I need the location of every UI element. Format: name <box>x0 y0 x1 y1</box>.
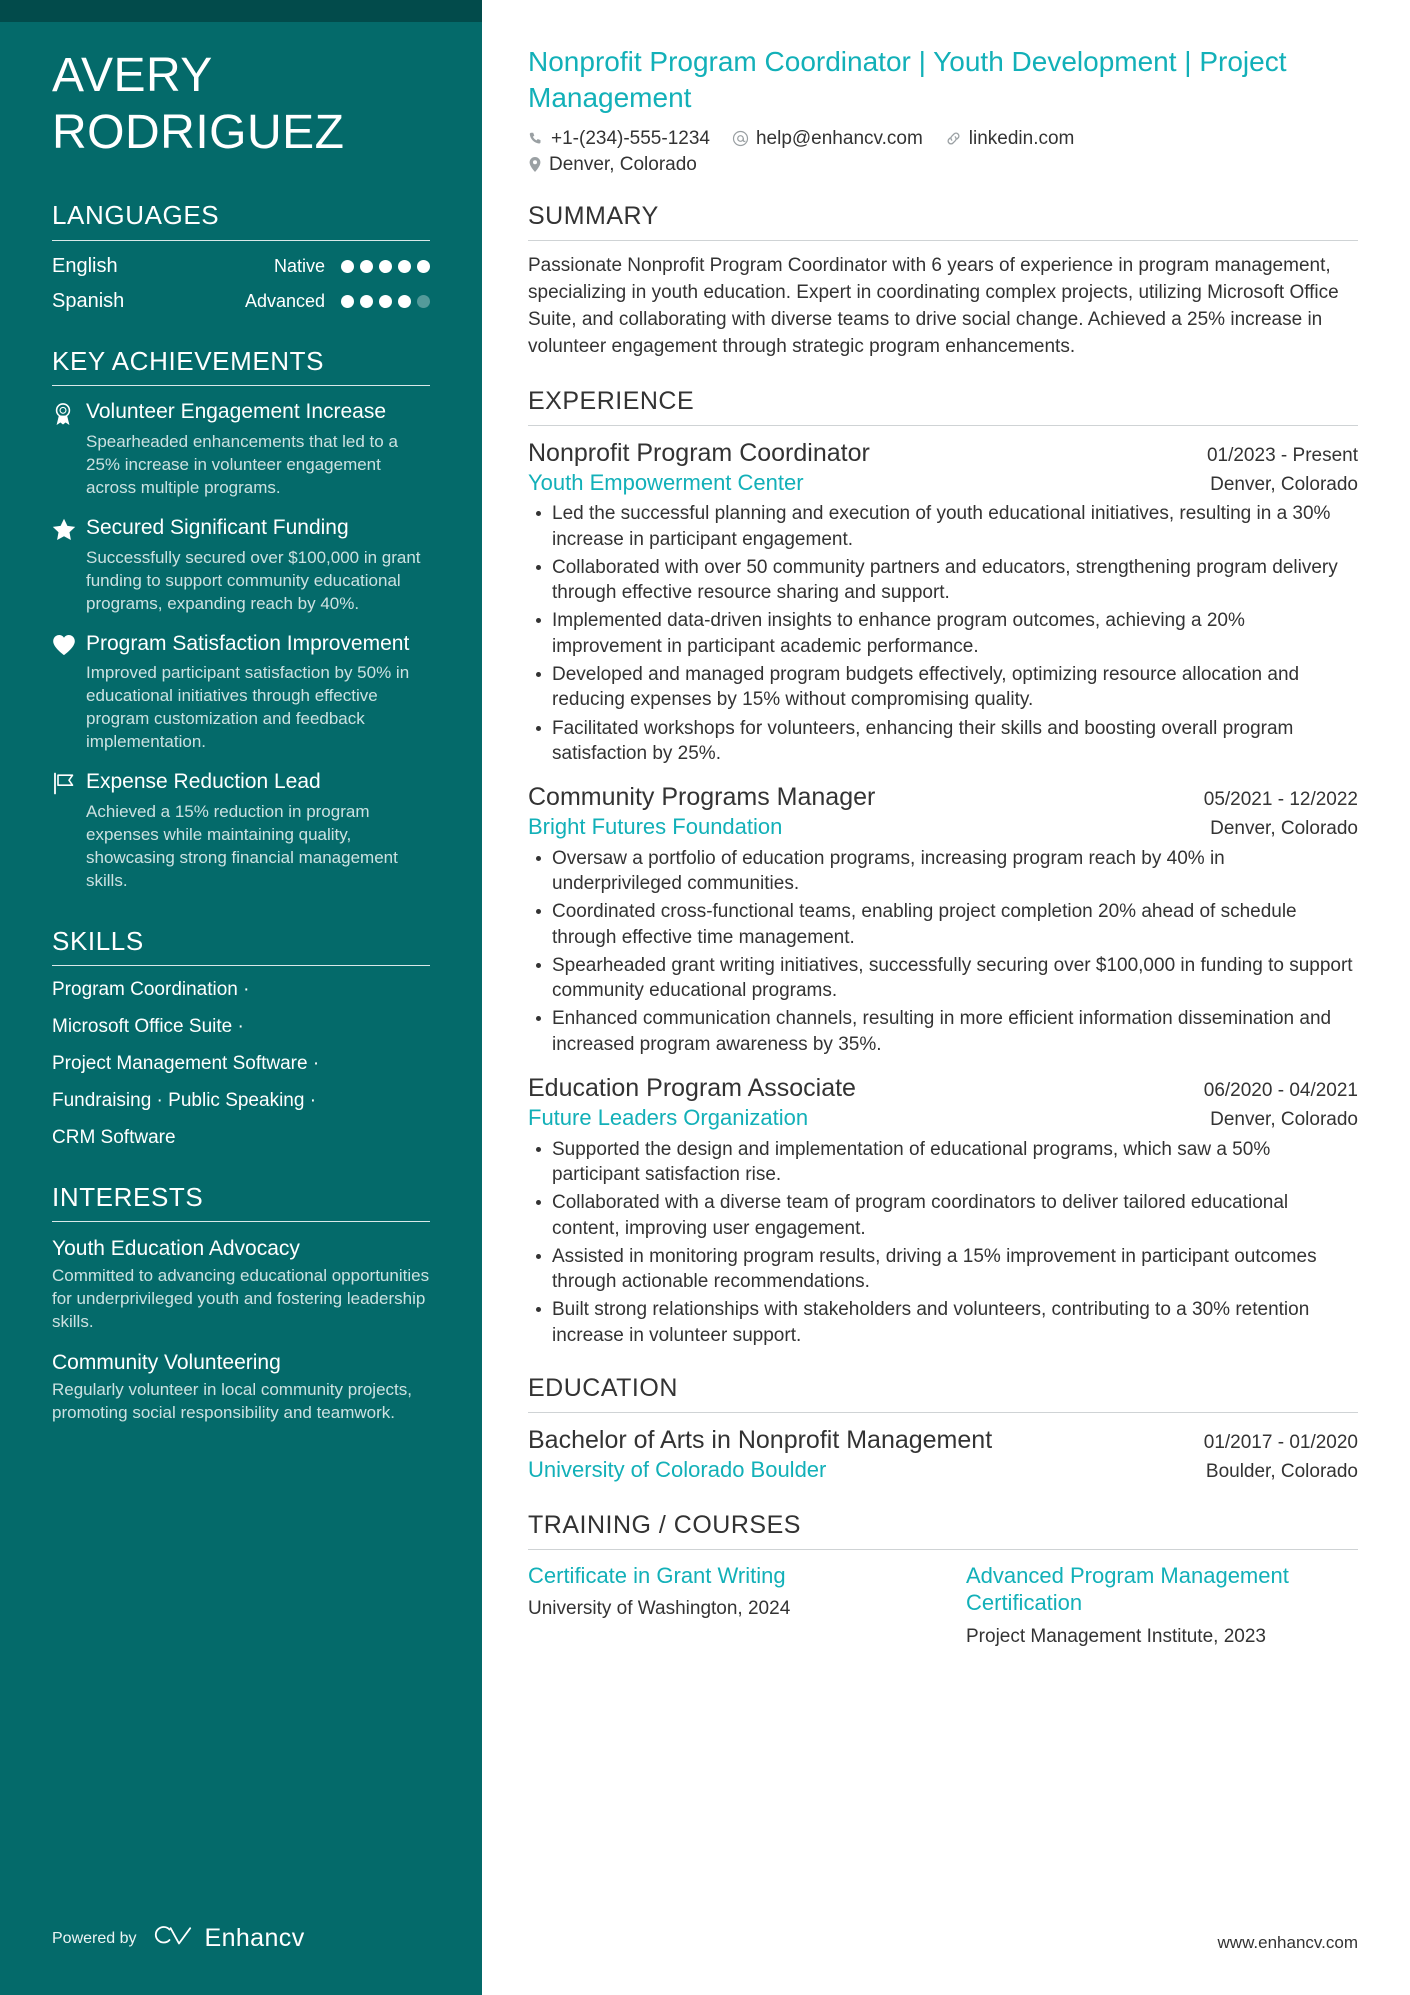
sidebar-top-accent-bar <box>0 0 482 22</box>
enhancv-wordmark: Enhancv <box>204 1924 305 1952</box>
skill-line: Fundraising · Public Speaking · <box>52 1089 317 1111</box>
key-achievements-divider <box>52 385 430 386</box>
course-subtitle: University of Washington, 2024 <box>528 1598 791 1620</box>
language-level: Advanced <box>244 290 325 311</box>
job-location: Denver, Colorado <box>1210 473 1358 495</box>
candidate-name <box>52 0 430 161</box>
job-bullet: Led the successful planning and execution of youth educational initiatives, resulting in a 30% increase in participant engagement. <box>552 501 1358 552</box>
training-divider <box>528 1549 1358 1550</box>
interests-heading: INTERESTS <box>52 1181 204 1212</box>
education-section <box>528 1374 1358 1485</box>
education-divider <box>528 1412 1358 1413</box>
skill-line: Program Coordination · <box>52 979 250 1001</box>
experience-divider <box>528 425 1358 426</box>
summary-section <box>528 202 1358 361</box>
interests-divider <box>52 1221 430 1222</box>
award-ribbon-icon <box>52 400 86 500</box>
job-bullet: Implemented data-driven insights to enhance program outcomes, achieving a 20% improvement in participant academic performance. <box>552 608 1358 659</box>
experience-entry <box>528 438 1358 767</box>
powered-by-label: Powered by <box>52 1929 137 1947</box>
interest-description: Regularly volunteer in local community projects, promoting social responsibility and teamwork. <box>52 1380 412 1423</box>
summary-divider <box>528 240 1358 241</box>
courses-list <box>528 1562 1358 1650</box>
experience-entry <box>528 782 1358 1057</box>
experience-heading: EXPERIENCE <box>528 386 695 415</box>
phone-icon <box>528 131 544 147</box>
enhancv-brand <box>153 1924 305 1953</box>
job-dates: 06/2020 - 04/2021 <box>1203 1080 1358 1101</box>
skill-line: Project Management Software · <box>52 1053 320 1074</box>
rating-dot <box>417 260 430 273</box>
job-bullet: Coordinated cross-functional teams, enabling project completion 20% ahead of schedule through effective time management. <box>552 899 1358 950</box>
languages-heading: LANGUAGES <box>52 200 220 231</box>
job-bullets <box>528 501 1358 766</box>
interest-description: Committed to advancing educational opportunities for underprivileged youth and fostering leadership skills. <box>52 1266 430 1332</box>
contact-email[interactable] <box>732 128 923 150</box>
location-pin-icon <box>528 156 542 173</box>
sidebar <box>0 0 482 1995</box>
contact-linkedin[interactable] <box>945 128 1075 150</box>
summary-text: Passionate Nonprofit Program Coordinator with 6 years of experience in program management, specializing in youth education. Expert in coordinating complex projects, utilizing Microsoft Office Suite, and collaborating with diverse teams to drive social change. Achieved a 25% increase in volunteer engagement through strategic program enhancements. <box>528 254 1339 357</box>
job-bullet: Spearheaded grant writing initiatives, successfully securing over $100,000 in funding to support community educational programs. <box>552 953 1358 1004</box>
job-organization: Future Leaders Organization <box>528 1105 809 1131</box>
achievement-description: Improved participant satisfaction by 50% in educational initiatives through effective program customization and feedback implementation. <box>86 663 410 752</box>
education-degree: Bachelor of Arts in Nonprofit Management <box>528 1425 993 1454</box>
interest-title: Youth Education Advocacy <box>52 1237 300 1261</box>
main-content <box>482 0 1410 1995</box>
contact-location-text: Denver, Colorado <box>549 153 697 175</box>
achievement-item <box>52 632 430 755</box>
languages-section <box>52 201 430 313</box>
link-icon <box>945 130 962 147</box>
rating-dot <box>379 295 392 308</box>
languages-divider <box>52 240 430 241</box>
education-school: University of Colorado Boulder <box>528 1457 827 1483</box>
job-organization: Bright Futures Foundation <box>528 814 783 840</box>
email-at-icon <box>732 130 749 147</box>
achievement-title: Secured Significant Funding <box>86 516 349 540</box>
education-entry <box>528 1425 1358 1485</box>
job-bullet: Oversaw a portfolio of education programs, increasing program reach by 40% in underprivileged communities. <box>552 846 1358 897</box>
achievement-description: Achieved a 15% reduction in program expenses while maintaining quality, showcasing strong financial management skills. <box>86 801 398 890</box>
course-entry <box>528 1562 920 1650</box>
summary-heading: SUMMARY <box>528 201 659 230</box>
job-bullet: Enhanced communication channels, resulting in more efficient information dissemination and increased program awareness by 35%. <box>552 1006 1358 1057</box>
job-bullet: Assisted in monitoring program results, driving a 15% improvement in participant outcomes through actionable recommendations. <box>552 1244 1358 1295</box>
job-location: Denver, Colorado <box>1210 818 1358 840</box>
star-icon <box>52 516 86 616</box>
rating-dot <box>341 260 354 273</box>
contact-phone[interactable] <box>528 128 710 150</box>
achievement-item <box>52 400 430 500</box>
job-bullets <box>528 1137 1358 1348</box>
language-name: Spanish <box>52 289 125 312</box>
job-bullets <box>528 846 1358 1057</box>
achievement-description: Successfully secured over $100,000 in grant funding to support community educational programs, expanding reach by 40%. <box>86 547 421 613</box>
key-achievements-heading: KEY ACHIEVEMENTS <box>52 345 325 376</box>
key-achievements-section <box>52 347 430 893</box>
achievement-title: Expense Reduction Lead <box>86 770 321 794</box>
powered-by-footer <box>52 1924 305 1953</box>
interests-section <box>52 1183 430 1426</box>
course-subtitle: Project Management Institute, 2023 <box>966 1625 1266 1647</box>
job-title: Nonprofit Program Coordinator <box>528 438 870 467</box>
interest-item <box>52 1350 430 1425</box>
experience-entry <box>528 1073 1358 1348</box>
skills-divider <box>52 965 430 966</box>
skill-line: CRM Software <box>52 1126 176 1148</box>
course-entry <box>966 1562 1358 1650</box>
achievement-item <box>52 770 430 893</box>
heart-icon <box>52 632 86 755</box>
language-row <box>52 290 430 313</box>
skills-heading: SKILLS <box>52 925 144 956</box>
professional-headline: Nonprofit Program Coordinator | Youth Development | Project Management <box>528 46 1287 113</box>
interest-title: Community Volunteering <box>52 1351 281 1375</box>
education-location: Boulder, Colorado <box>1205 1461 1358 1483</box>
contact-phone-text: +1-(234)-555-1234 <box>551 127 710 149</box>
achievement-description: Spearheaded enhancements that led to a 25% increase in volunteer engagement across multiple programs. <box>86 432 398 498</box>
language-rating-dots <box>341 260 430 273</box>
job-bullet: Supported the design and implementation of educational programs, which saw a 50% participant satisfaction rise. <box>552 1137 1358 1188</box>
training-section <box>528 1511 1358 1650</box>
job-bullet: Built strong relationships with stakeholders and volunteers, contributing to a 30% retention increase in volunteer support. <box>552 1297 1358 1348</box>
rating-dot <box>398 260 411 273</box>
contact-linkedin-text: linkedin.com <box>968 127 1075 149</box>
job-location: Denver, Colorado <box>1210 1109 1358 1131</box>
flag-icon <box>52 770 86 893</box>
job-bullet: Developed and managed program budgets effectively, optimizing resource allocation and reducing expenses by 15% without compromising quality. <box>552 662 1358 713</box>
rating-dot <box>379 260 392 273</box>
rating-dot <box>398 295 411 308</box>
interest-item <box>52 1236 430 1334</box>
course-title: Advanced Program Management Certification <box>966 1562 1289 1616</box>
name-last-line: RODRIGUEZ <box>52 105 345 159</box>
rating-dot <box>360 295 373 308</box>
contact-email-text: help@enhancv.com <box>755 127 923 149</box>
job-bullet: Facilitated workshops for volunteers, enhancing their skills and boosting overall program satisfaction by 25%. <box>552 716 1358 767</box>
achievement-item <box>52 516 430 616</box>
rating-dot <box>360 260 373 273</box>
website-footer: www.enhancv.com <box>1217 1933 1358 1952</box>
enhancv-logo-icon <box>153 1924 195 1953</box>
achievement-title: Volunteer Engagement Increase <box>86 400 387 424</box>
education-heading: EDUCATION <box>528 1373 678 1402</box>
contact-location <box>528 154 1288 176</box>
language-rating-dots <box>341 295 430 308</box>
language-name: English <box>52 254 118 277</box>
skills-section <box>52 927 430 1149</box>
job-bullet: Collaborated with over 50 community partners and educators, strengthening program delivery through effective resource sharing and support. <box>552 555 1358 606</box>
contact-info <box>528 128 1288 176</box>
experience-section <box>528 387 1358 1348</box>
rating-dot-empty <box>417 295 430 308</box>
job-dates: 01/2023 - Present <box>1206 444 1358 466</box>
job-bullet: Collaborated with a diverse team of program coordinators to deliver tailored educational content, improving user engagement. <box>552 1190 1358 1241</box>
job-organization: Youth Empowerment Center <box>528 469 804 495</box>
course-title: Certificate in Grant Writing <box>528 1562 786 1588</box>
job-title: Community Programs Manager <box>528 783 876 812</box>
language-level: Native <box>273 255 325 276</box>
job-title: Education Program Associate <box>528 1074 856 1102</box>
rating-dot <box>341 295 354 308</box>
language-row <box>52 255 430 278</box>
name-first-line: AVERY <box>52 49 213 102</box>
education-dates: 01/2017 - 01/2020 <box>1203 1431 1358 1453</box>
achievement-title: Program Satisfaction Improvement <box>86 631 410 655</box>
training-heading: TRAINING / COURSES <box>528 1510 801 1539</box>
skill-line: Microsoft Office Suite · <box>52 1016 244 1038</box>
job-dates: 05/2021 - 12/2022 <box>1203 789 1358 811</box>
